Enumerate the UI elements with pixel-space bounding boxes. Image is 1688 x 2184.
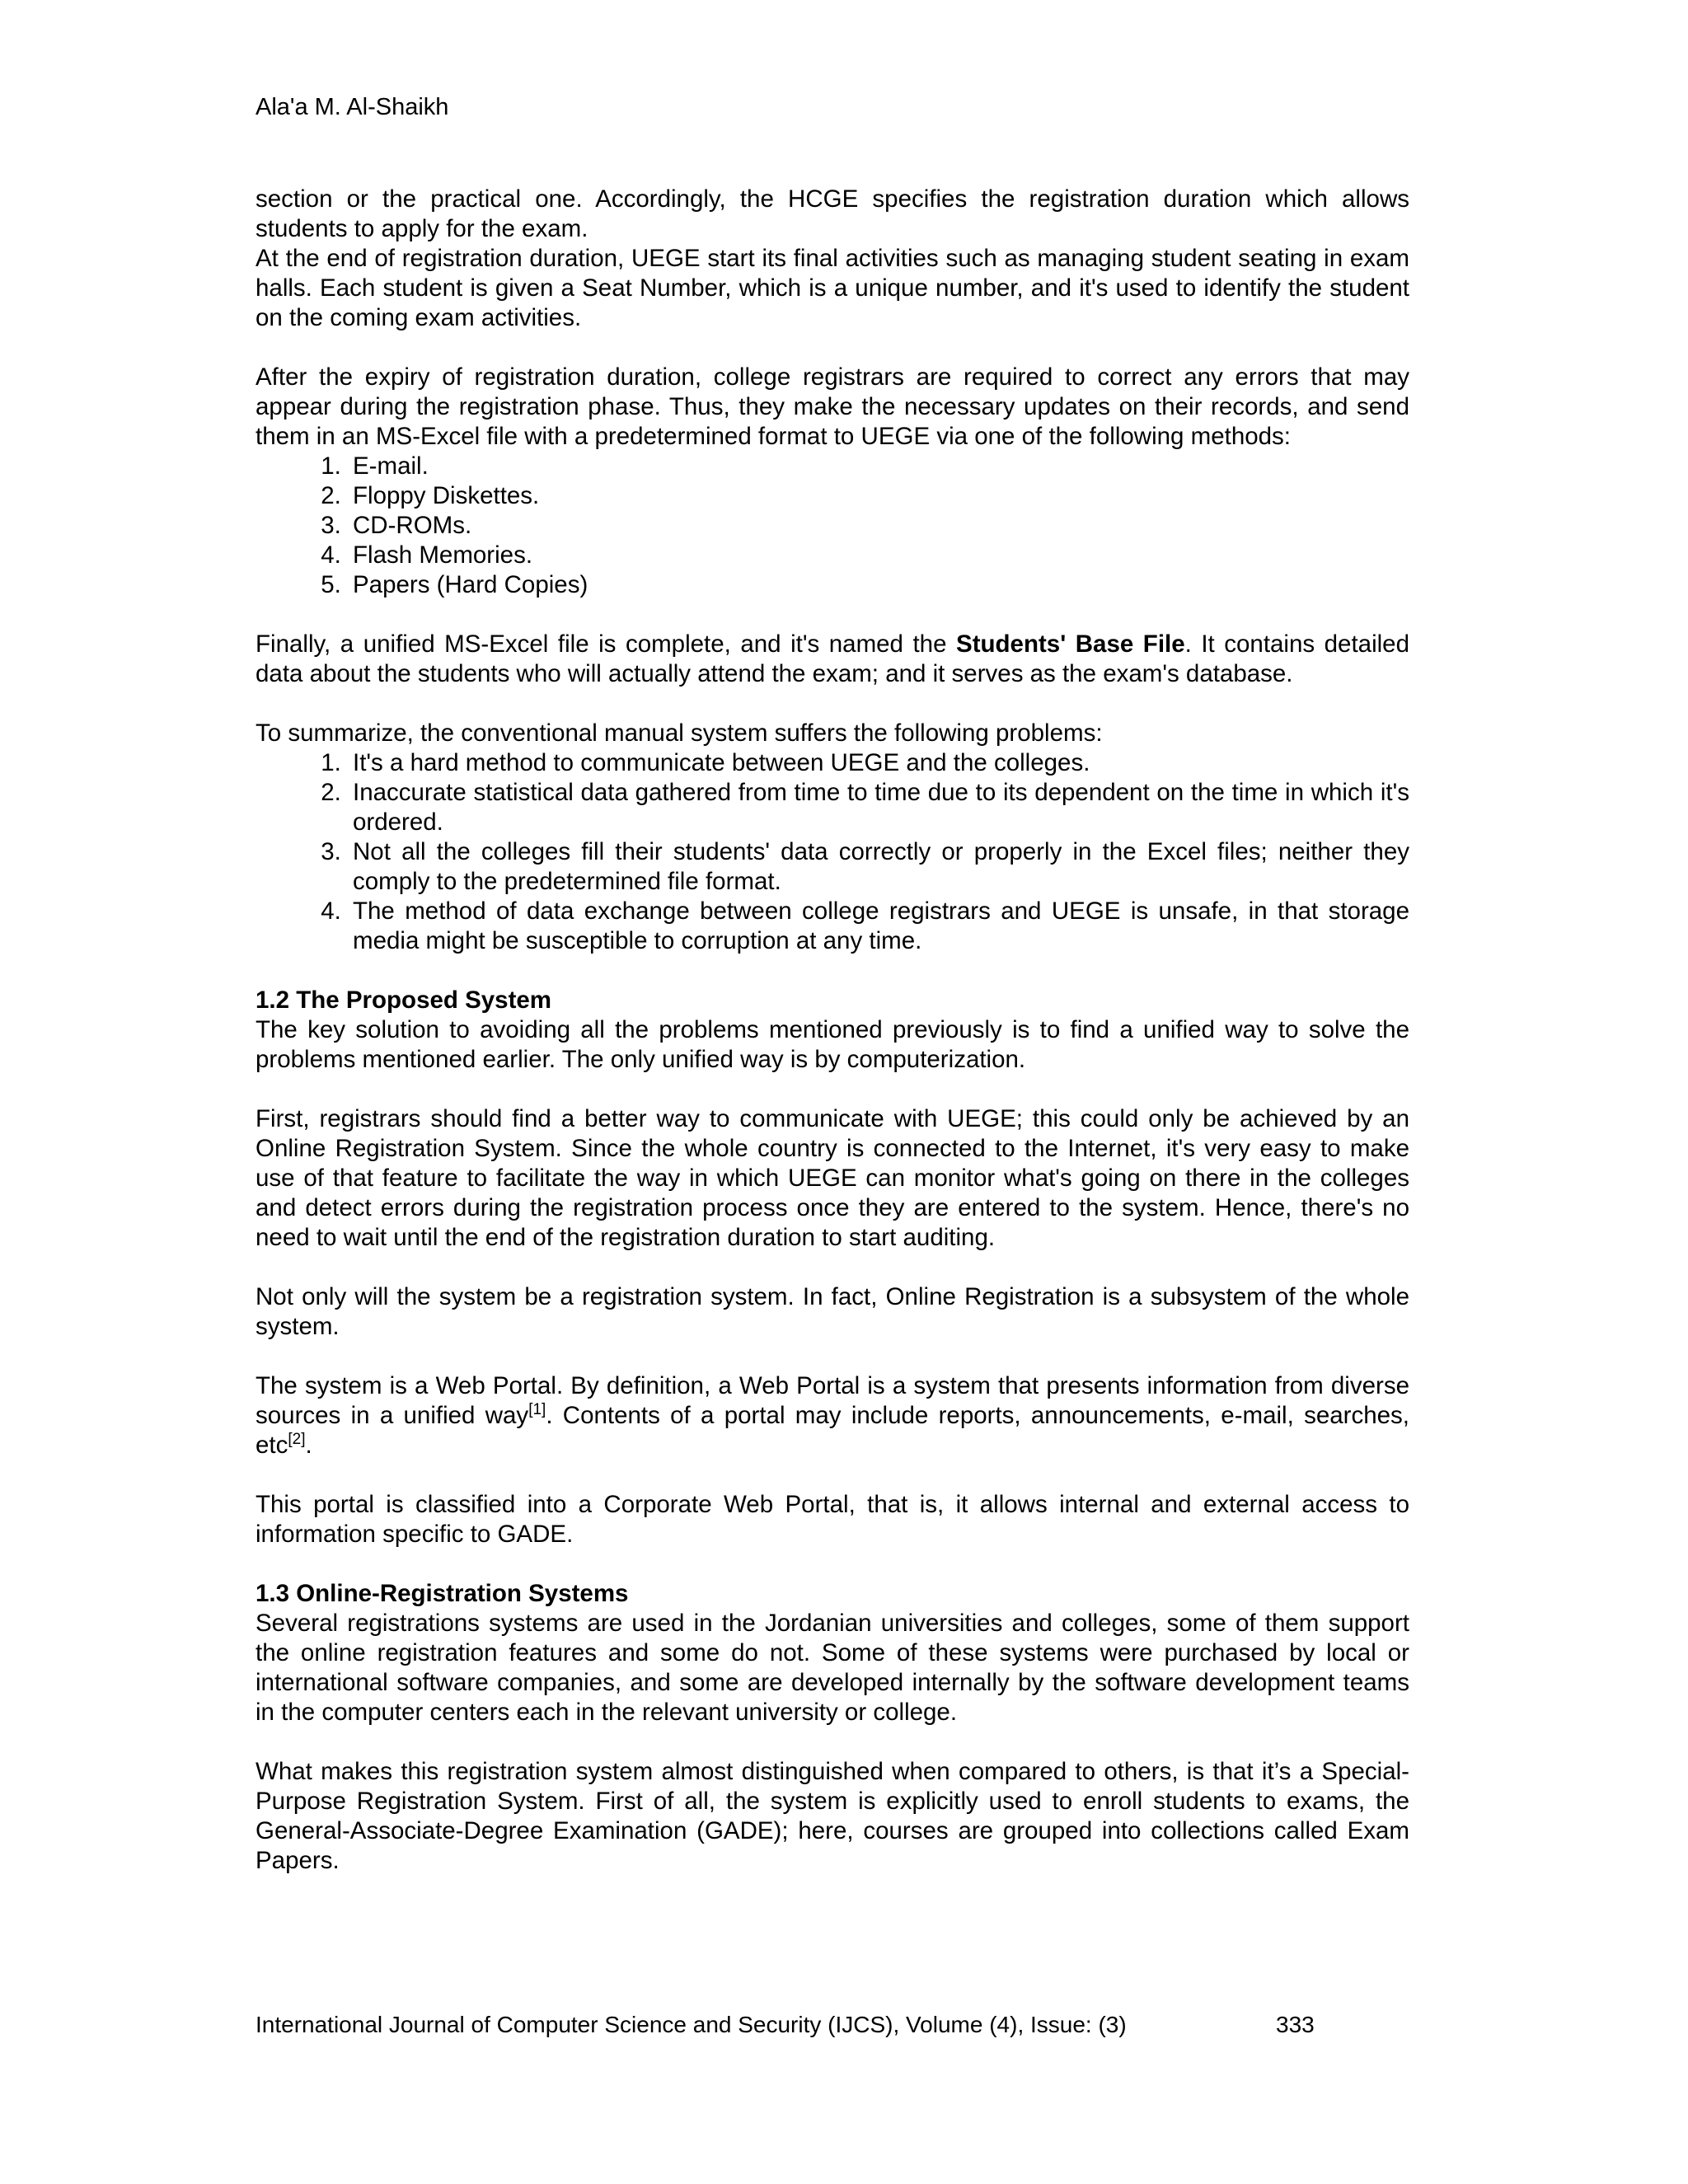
- list-item: 4. The method of data exchange between college registrars and UEGE is unsafe, in that storage media might be susceptible to corruption at any time.: [348, 897, 1409, 956]
- paragraph: First, registrars should find a better way to communicate with UEGE; this could only be achieved by an Online Registration System. Since the whole country is connected to the Internet, it's very easy to make use of that feature to facilitate the way in which UEGE can monitor what's going on there in the colleges and detect errors during the registration process once they are entered to the system. Hence, there's no need to wait until the end of the registration duration to start auditing.: [256, 1105, 1409, 1251]
- paragraph: This portal is classified into a Corporate Web Portal, that is, it allows internal and external access to information specific to GADE.: [256, 1491, 1409, 1548]
- text-run: Finally, a unified MS-Excel file is complete, and it's named the: [256, 630, 957, 658]
- list-item: 1. It's a hard method to communicate between UEGE and the colleges.: [348, 748, 1409, 778]
- paragraph: Several registrations systems are used in the Jordanian universities and colleges, some of them support the online registration features and some do not. Some of these systems were purchased by local or international software companies, and some are developed internally by the software development teams in the computer centers each in the relevant university or college.: [256, 1610, 1409, 1726]
- paragraph: section or the practical one. Accordingly, the HCGE specifies the registration duration which allows students to apply for the exam.: [256, 185, 1409, 242]
- bold-term: Students' Base File: [956, 630, 1185, 658]
- text-run: . Contents of a portal may include reports, announcements, e-mail, searches, etc: [256, 1402, 1409, 1459]
- page-number: 333: [1276, 2012, 1315, 2037]
- running-head-author: Ala'a M. Al-Shaikh: [256, 94, 449, 120]
- journal-citation: International Journal of Computer Science and Security (IJCS), Volume (4), Issue: (3): [256, 2012, 1127, 2037]
- article-body: [256, 185, 1409, 1876]
- paragraph: Not only will the system be a registration system. In fact, Online Registration is a subsystem of the whole system.: [256, 1283, 1409, 1340]
- citation-ref: [2]: [288, 1431, 306, 1449]
- page-footer: [256, 2010, 1327, 2040]
- text-run: . It contains detailed data about the students who will actually attend the exam; and it serves as the exam's database.: [256, 630, 1409, 687]
- list-item: 2. Inaccurate statistical data gathered from time to time due to its dependent on the time in which it's ordered.: [348, 778, 1409, 837]
- paragraph: What makes this registration system almost distinguished when compared to others, is that it’s a Special-Purpose Registration System. First of all, the system is explicitly used to enroll students to exams, the General-Associate-Degree Examination (GADE); here, courses are grouped into collections called Exam Papers.: [256, 1758, 1409, 1874]
- text-run: .: [305, 1432, 312, 1459]
- paragraph: To summarize, the conventional manual system suffers the following problems:: [256, 719, 1103, 747]
- problems-list: [256, 748, 1409, 956]
- paragraph: After the expiry of registration duration, college registrars are required to correct any errors that may appear during the registration phase. Thus, they make the necessary updates on their records, and send them in an MS-Excel file with a predetermined format to UEGE via one of the following methods:: [256, 363, 1409, 450]
- paragraph-students-base-file: [256, 630, 1409, 689]
- paragraph: The key solution to avoiding all the problems mentioned previously is to find a unified way to solve the problems mentioned earlier. The only unified way is by computerization.: [256, 1016, 1409, 1073]
- section-heading-online-registration: 1.3 Online-Registration Systems: [256, 1580, 629, 1607]
- paragraph-web-portal: [256, 1371, 1409, 1460]
- list-item: 1. E-mail.: [348, 452, 1409, 481]
- list-item: 3. Not all the colleges fill their students' data correctly or properly in the Excel files; neither they comply to the predetermined file format.: [348, 837, 1409, 897]
- section-heading-proposed-system: 1.2 The Proposed System: [256, 987, 552, 1014]
- paragraph: At the end of registration duration, UEGE start its final activities such as managing student seating in exam halls. Each student is given a Seat Number, which is a unique number, and it's used to identify the student on the coming exam activities.: [256, 245, 1409, 331]
- list-item: 5. Papers (Hard Copies): [348, 570, 1409, 600]
- list-item: 2. Floppy Diskettes.: [348, 481, 1409, 511]
- methods-list: [256, 452, 1409, 600]
- list-item: 4. Flash Memories.: [348, 541, 1409, 570]
- list-item: 3. CD-ROMs.: [348, 511, 1409, 541]
- text-run: The system is a Web Portal. By definition, a Web Portal is a system that presents information from diverse sources in a unified way: [256, 1372, 1409, 1429]
- citation-ref: [1]: [528, 1401, 546, 1419]
